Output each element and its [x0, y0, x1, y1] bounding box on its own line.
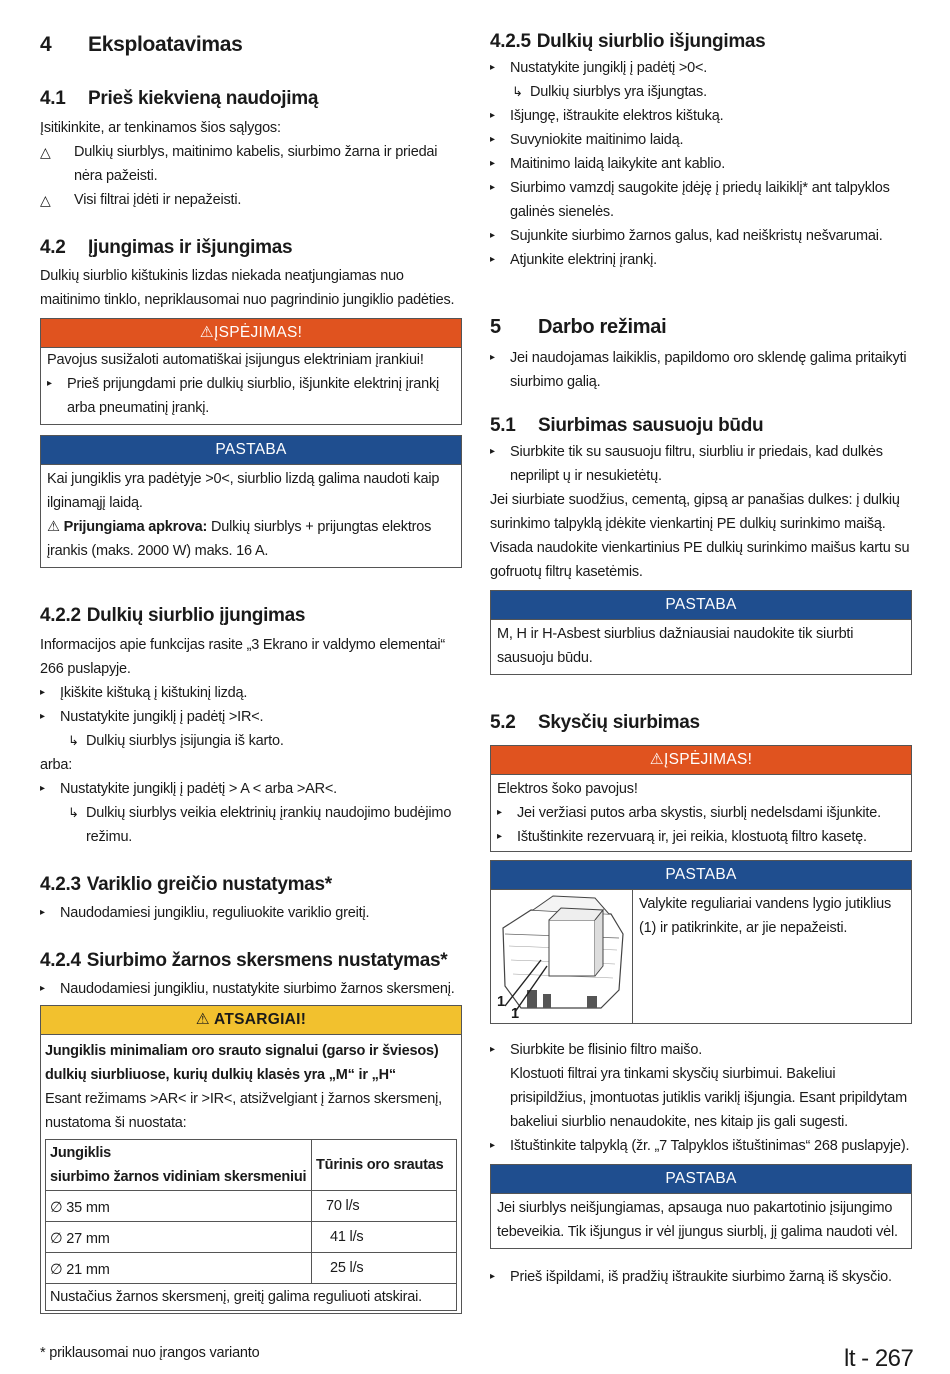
section-4-2-5-heading: 4.2.5 Dulkių siurblio išjungimas	[490, 31, 766, 52]
arrow-bullet-icon: ▸	[40, 711, 45, 722]
caution-bold-text: Jungiklis minimaliam oro srauto signalui (garso ir šviesos) dulkių siurbliuose, kurių dulkių klasės yra „M“ ir „H“	[45, 1043, 439, 1083]
arrow-bullet-icon: ▸	[47, 378, 52, 389]
right-column	[490, 0, 912, 1289]
arrow-bullet-icon: ▸	[40, 687, 45, 698]
note-load-text: ⚠ Prijungiama apkrova: Dulkių siurblys + prijungtas elektros įrankis (maks. 2000 W) maks. 16 A.	[47, 519, 432, 559]
arrow-bullet-icon: ▸	[490, 446, 495, 457]
caution-text: Esant režimams >AR< ir >IR<, atsižvelgiant į žarnos skersmenį, nustatoma ši nuostata:	[45, 1091, 442, 1131]
note-box	[490, 1164, 912, 1249]
arrow-bullet-icon: ▸	[490, 352, 495, 363]
step: ▸ Siurbkite be flisinio filtro maišo.	[490, 1038, 912, 1062]
table-footer-row: Nustačius žarnos skersmenį, greitį galima reguliuoti atskirai.	[46, 1284, 457, 1311]
warning-icon: ⚠	[47, 519, 60, 535]
section-4-1-intro: Įsitikinkite, ar tenkinamos šios sąlygos:	[40, 120, 281, 136]
warning-item: ▸ Prieš prijungdami prie dulkių siurblio, išjunkite elektrinį įrankį arba pneumatinį įrankį.	[47, 372, 455, 420]
step: ▸ Išjungę, ištraukite elektros kištuką.	[490, 104, 912, 128]
step: ▸ Siurbkite tik su sausuoju filtru, siurbliu ir priedais, kad dulkės neprilipt ų ir nesukietėtų.	[490, 440, 912, 488]
figure-label-1b: 1	[511, 1006, 519, 1022]
figure-label-1: 1	[497, 994, 505, 1010]
liquid-info-text: Klostuoti filtrai yra tinkami skysčių siurbimui. Bakeliui prisipildžius, įmontuotas jutiklis variklį išjungia. Esant pripildytam bakeliui siurblio nenaudokite, nes kitaip jis gali sugesti.	[510, 1066, 907, 1130]
triangle-icon: △	[40, 192, 51, 208]
step: ▸ Naudodamiesi jungikliu, reguliuokite variklio greitį.	[40, 901, 462, 925]
step: ▸ Nustatykite jungiklį į padėtį > A < arba >AR<.	[40, 777, 462, 801]
warning-item: ▸ Ištuštinkite rezervuarą ir, jei reikia, klostuotą filtro kasetę.	[497, 825, 905, 849]
step: ▸ Maitinimo laidą laikykite ant kablio.	[490, 152, 912, 176]
result-arrow-icon: ↳	[68, 733, 79, 748]
warning-box-header: ⚠ĮSPĖJIMAS!	[491, 746, 911, 774]
section-4-2-2-info: Informacijos apie funkcijas rasite „3 Ekrano ir valdymo elementai“ 266 puslapyje.	[40, 637, 446, 677]
page-number: lt - 267	[844, 1345, 914, 1372]
note-box-header: PASTABA	[491, 1165, 911, 1193]
note-box-header: PASTABA	[41, 436, 461, 464]
result: ↳ Dulkių siurblys yra išjungtas.	[490, 80, 912, 104]
check-item: △ Visi filtrai įdėti ir nepažeisti.	[40, 188, 462, 212]
arrow-bullet-icon: ▸	[490, 254, 495, 265]
arrow-bullet-icon: ▸	[490, 134, 495, 145]
section-5-2-heading: 5.2 Skysčių siurbimas	[490, 712, 700, 733]
note-text: M, H ir H-Asbest siurblius dažniausiai naudokite tik siurbti sausuoju būdu.	[497, 626, 854, 666]
section-5-1-heading: 5.1 Siurbimas sausuoju būdu	[490, 415, 764, 436]
result-arrow-icon: ↳	[512, 84, 523, 99]
arrow-bullet-icon: ▸	[490, 182, 495, 193]
arrow-bullet-icon: ▸	[490, 110, 495, 121]
arrow-bullet-icon: ▸	[40, 907, 45, 918]
arrow-bullet-icon: ▸	[497, 807, 502, 818]
step: ▸ Jei naudojamas laikiklis, papildomo oro sklendę galima pritaikyti siurbimo galią.	[490, 346, 912, 394]
note-text: Jei siurblys neišjungiamas, apsauga nuo pakartotinio įsijungimo tebeveikia. Tik išjungus ir vėl įjungus siurblį, jį galima naudoti vėl.	[497, 1200, 898, 1240]
check-item: △ Dulkių siurblys, maitinimo kabelis, siurbimo žarna ir priedai nėra pažeisti.	[40, 140, 462, 188]
note-box-header: PASTABA	[491, 591, 911, 619]
section-4-2-text: Dulkių siurblio kištukinis lizdas niekada neatjungiamas nuo maitinimo tinklo, nepriklausomai nuo pagrindinio jungiklio padėties.	[40, 268, 455, 308]
result: ↳ Dulkių siurblys įsijungia iš karto.	[40, 729, 462, 753]
note-box	[40, 435, 462, 568]
caution-box-header: ⚠ ATSARGIAI!	[41, 1006, 461, 1034]
table-header-switch: Jungiklis siurbimo žarnos vidiniam skersmeniui	[46, 1140, 312, 1191]
table-header-row	[46, 1140, 457, 1191]
section-4-2-4-heading: 4.2.4 Siurbimo žarnos skersmens nustatymas*	[40, 950, 448, 971]
warning-item: ▸ Jei veržiasi putos arba skystis, siurblį nedelsdami išjunkite.	[497, 801, 905, 825]
result-arrow-icon: ↳	[68, 805, 79, 820]
section-5-heading: 5 Darbo režimai	[490, 316, 667, 338]
step: ▸ Sujunkite siurbimo žarnos galus, kad neiškristų nešvarumai.	[490, 224, 912, 248]
step: ▸ Ištuštinkite talpyklą (žr. „7 Talpyklos ištuštinimas“ 268 puslapyje).	[490, 1134, 912, 1158]
arrow-bullet-icon: ▸	[490, 1140, 495, 1151]
note-box	[490, 590, 912, 675]
table-row: ∅ 35 mm 70 l/s	[46, 1191, 457, 1222]
step: ▸ Atjunkite elektrinį įrankį.	[490, 248, 912, 272]
section-4-1-heading: 4.1 Prieš kiekvieną naudojimą	[40, 88, 319, 109]
arrow-bullet-icon: ▸	[490, 1044, 495, 1055]
table-header-flow: Tūrinis oro srautas	[312, 1140, 457, 1191]
note-text: Kai jungiklis yra padėtyje >0<, siurblio lizdą galima naudoti kaip ilginamąjį laidą.	[47, 471, 440, 511]
note-box-header: PASTABA	[491, 861, 911, 889]
section-4-2-heading: 4.2 Įjungimas ir išjungimas	[40, 237, 293, 258]
arrow-bullet-icon: ▸	[497, 831, 502, 842]
step: ▸ Siurbimo vamzdį saugokite įdėję į priedų laikiklį* ant talpyklos galinės sienelės.	[490, 176, 912, 224]
step: ▸ Naudodamiesi jungikliu, nustatykite siurbimo žarnos skersmenį.	[40, 977, 462, 1001]
arrow-bullet-icon: ▸	[40, 983, 45, 994]
step: ▸ Suvyniokite maitinimo laidą.	[490, 128, 912, 152]
section-4-2-3-heading: 4.2.3 Variklio greičio nustatymas*	[40, 874, 332, 895]
triangle-icon: △	[40, 144, 51, 160]
left-column	[40, 0, 462, 1314]
step: ▸ Nustatykite jungiklį į padėtį >0<.	[490, 56, 912, 80]
arrow-bullet-icon: ▸	[490, 1271, 495, 1282]
arrow-bullet-icon: ▸	[490, 158, 495, 169]
step: ▸ Nustatykite jungiklį į padėtį >IR<.	[40, 705, 462, 729]
step: ▸ Prieš išpildami, iš pradžių ištraukite siurbimo žarną iš skysčio.	[490, 1265, 912, 1289]
result: ↳ Dulkių siurblys veikia elektrinių įrankių naudojimo budėjimo režimu.	[40, 801, 462, 849]
warning-box	[40, 318, 462, 425]
table-row: ∅ 21 mm 25 l/s	[46, 1253, 457, 1284]
vacuum-sensor-figure	[491, 890, 633, 1023]
arrow-bullet-icon: ▸	[490, 230, 495, 241]
arrow-bullet-icon: ▸	[490, 62, 495, 73]
footnote: * priklausomai nuo įrangos varianto	[40, 1345, 260, 1361]
warning-line: Elektros šoko pavojus!	[497, 781, 638, 797]
arrow-bullet-icon: ▸	[40, 783, 45, 794]
warning-line: Pavojus susižaloti automatiškai įsijungus elektriniam įrankiui!	[47, 352, 424, 368]
warning-box-header: ⚠ĮSPĖJIMAS!	[41, 319, 461, 347]
section-5-1-text: Jei siurbiate suodžius, cementą, gipsą ar panašias dulkes: į dulkių surinkimo talpyklą įdėkite vienkartinį PE dulkių surinkimo maišą. Visada naudokite vienkartinius PE dulkių surinkimo maišus kartu su gofruotų filtrų kasetėmis.	[490, 492, 910, 580]
airflow-table	[45, 1139, 457, 1311]
note-text: Valykite reguliariai vandens lygio jutiklius (1) ir patikrinkite, ar jie nepažeisti.	[639, 896, 892, 936]
warning-box	[490, 745, 912, 852]
section-4-heading: 4 Eksploatavimas	[40, 33, 243, 56]
section-4-2-2-heading: 4.2.2 Dulkių siurblio įjungimas	[40, 605, 306, 626]
note-box-with-figure	[490, 860, 912, 1024]
caution-box	[40, 1005, 462, 1314]
step: ▸ Įkiškite kištuką į kištukinį lizdą.	[40, 681, 462, 705]
or-text: arba:	[40, 757, 73, 773]
table-row: ∅ 27 mm 41 l/s	[46, 1222, 457, 1253]
